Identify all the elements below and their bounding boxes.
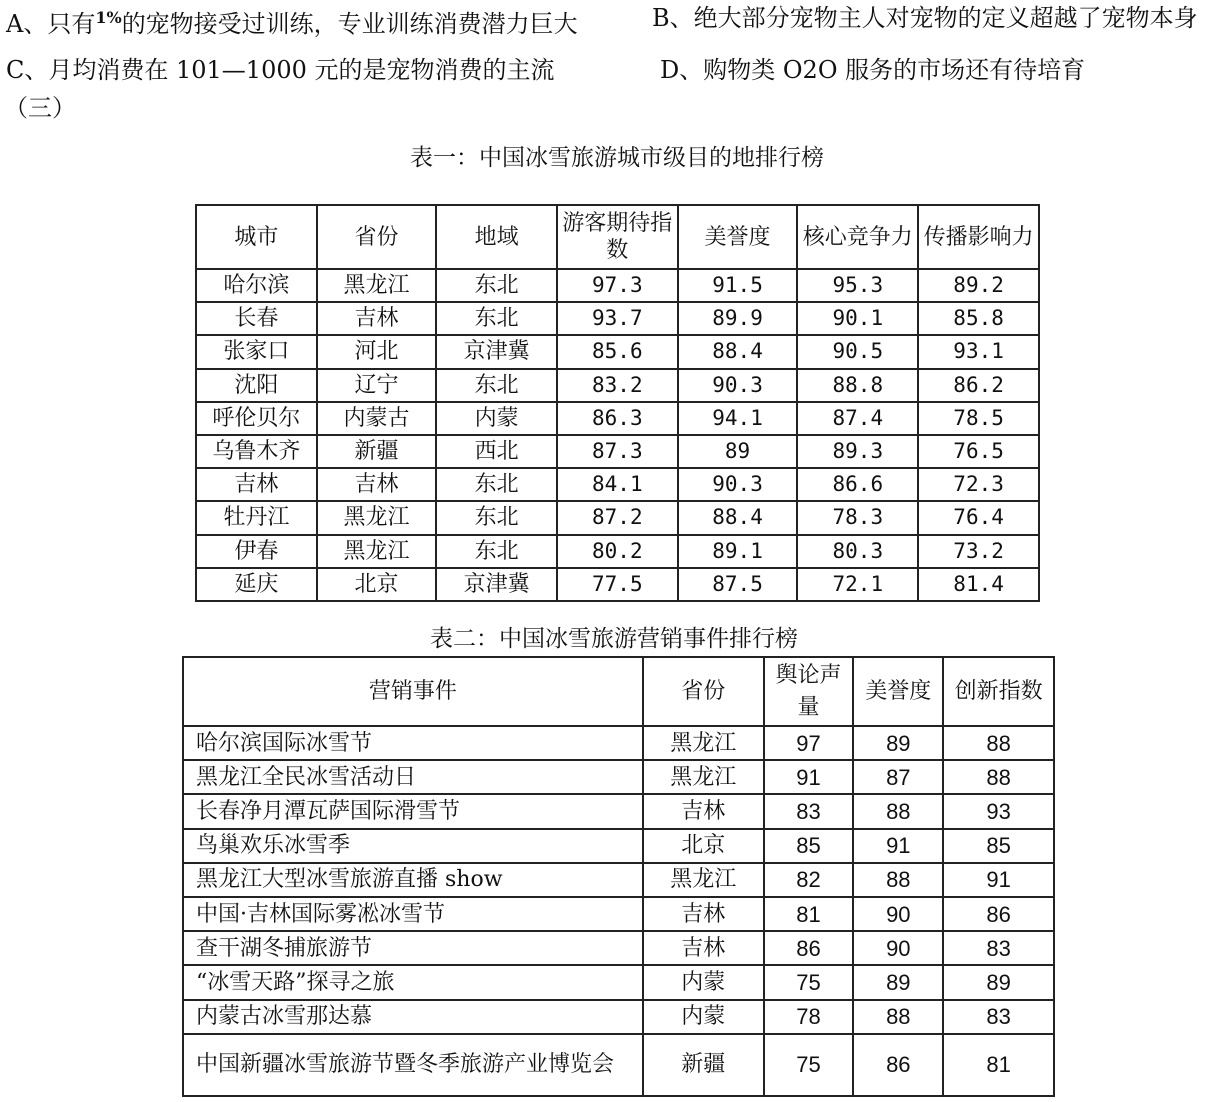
table-cell: 85.8 — [918, 302, 1039, 335]
table-cell: 中国新疆冰雪旅游节暨冬季旅游产业博览会 — [183, 1034, 643, 1096]
table-cell: 89 — [678, 435, 798, 468]
table-cell: 吉林 — [317, 302, 437, 335]
table-row — [183, 760, 1054, 794]
table-cell: 辽宁 — [317, 369, 437, 402]
table-row — [196, 302, 1039, 335]
table-cell: 牡丹江 — [196, 501, 317, 534]
table-cell: 伊春 — [196, 535, 317, 568]
table-cell: 新疆 — [643, 1034, 764, 1096]
table-cell: 哈尔滨国际冰雪节 — [183, 726, 643, 760]
table-row — [196, 568, 1039, 601]
table-cell: 88 — [853, 1000, 943, 1034]
table-cell: 90 — [853, 897, 943, 931]
table-cell: 84.1 — [557, 468, 678, 501]
table-cell: 内蒙 — [436, 402, 557, 435]
table-cell: 京津冀 — [436, 568, 557, 601]
table1-header-cell: 省份 — [317, 205, 437, 269]
table-cell: 83 — [943, 1000, 1054, 1034]
table-cell: 90 — [853, 931, 943, 965]
table-cell: 东北 — [436, 501, 557, 534]
table-cell: 89.1 — [678, 535, 798, 568]
table-cell: 黑龙江 — [317, 501, 437, 534]
table-cell: 93 — [943, 794, 1054, 828]
table-cell: 89.2 — [918, 269, 1039, 302]
table-cell: 新疆 — [317, 435, 437, 468]
table-cell: 88 — [853, 863, 943, 897]
table-cell: 88.4 — [678, 335, 798, 368]
table-cell: 88 — [853, 794, 943, 828]
table-row — [183, 829, 1054, 863]
table-cell: 河北 — [317, 335, 437, 368]
table-cell: 86.6 — [797, 468, 918, 501]
table-cell: 北京 — [643, 829, 764, 863]
table2-header-cell: 创新指数 — [943, 657, 1054, 726]
table-cell: 91.5 — [678, 269, 798, 302]
table-cell: 黑龙江 — [643, 726, 764, 760]
table-cell: 97 — [764, 726, 854, 760]
table-row — [196, 501, 1039, 534]
table-cell: 83.2 — [557, 369, 678, 402]
table1-header-cell: 游客期待指数 — [557, 205, 678, 269]
table-cell: 93.7 — [557, 302, 678, 335]
table-cell: 86 — [853, 1034, 943, 1096]
table-cell: 黑龙江 — [317, 269, 437, 302]
table-cell: 93.1 — [918, 335, 1039, 368]
table-cell: 90.3 — [678, 369, 798, 402]
table1-header-cell: 城市 — [196, 205, 317, 269]
table-cell: 87.3 — [557, 435, 678, 468]
option-a: A、只有$^{1\%}$的宠物接受过训练，专业训练消费潜力巨大 — [6, 8, 578, 38]
table-row — [183, 1000, 1054, 1034]
table-cell: 东北 — [436, 468, 557, 501]
table-cell: 西北 — [436, 435, 557, 468]
table-row — [196, 435, 1039, 468]
table-cell: 86.2 — [918, 369, 1039, 402]
table-cell: 94.1 — [678, 402, 798, 435]
table-cell: 86 — [943, 897, 1054, 931]
table-cell: 88 — [943, 760, 1054, 794]
table-cell: 90.5 — [797, 335, 918, 368]
table-cell: 80.2 — [557, 535, 678, 568]
table2-header-cell: 营销事件 — [183, 657, 643, 726]
table-cell: 东北 — [436, 302, 557, 335]
table-cell: 78.5 — [918, 402, 1039, 435]
table-row — [196, 335, 1039, 368]
table-cell: 75 — [764, 1034, 854, 1096]
option-d: D、购物类 O2O 服务的市场还有待培育 — [660, 56, 1086, 84]
option-c: C、月均消费在 101—1000 元的是宠物消费的主流 — [6, 56, 555, 84]
table-cell: 东北 — [436, 269, 557, 302]
table-cell: 72.3 — [918, 468, 1039, 501]
table1 — [195, 204, 1040, 602]
table-cell: 乌鲁木齐 — [196, 435, 317, 468]
table1-caption: 表一：中国冰雪旅游城市级目的地排行榜 — [410, 145, 824, 171]
table1-header-cell: 美誉度 — [678, 205, 798, 269]
table-cell: 东北 — [436, 369, 557, 402]
table-cell: 黑龙江大型冰雪旅游直播 show — [183, 863, 643, 897]
table-cell: 97.3 — [557, 269, 678, 302]
table-cell: 87 — [853, 760, 943, 794]
table2-header-cell: 美誉度 — [853, 657, 943, 726]
table1-header-cell: 传播影响力 — [918, 205, 1039, 269]
table-cell: 呼伦贝尔 — [196, 402, 317, 435]
table-cell: 91 — [764, 760, 854, 794]
table-cell: 81.4 — [918, 568, 1039, 601]
table-row — [183, 726, 1054, 760]
table1-header-row — [196, 205, 1039, 269]
table-cell: 75 — [764, 965, 854, 999]
table-cell: 吉林 — [643, 794, 764, 828]
table-cell: 内蒙古冰雪那达慕 — [183, 1000, 643, 1034]
table-cell: 77.5 — [557, 568, 678, 601]
table-row — [183, 897, 1054, 931]
table-cell: 83 — [764, 794, 854, 828]
table-cell: 90.3 — [678, 468, 798, 501]
table-row — [183, 965, 1054, 999]
table-cell: 89 — [943, 965, 1054, 999]
table-cell: 86 — [764, 931, 854, 965]
table-cell: 85.6 — [557, 335, 678, 368]
table-cell: 88.4 — [678, 501, 798, 534]
table-cell: 长春 — [196, 302, 317, 335]
table-row — [196, 369, 1039, 402]
table-cell: 查干湖冬捕旅游节 — [183, 931, 643, 965]
table-row — [196, 468, 1039, 501]
table-cell: 内蒙 — [643, 1000, 764, 1034]
section-label: （三） — [4, 94, 76, 122]
table-cell: 87.4 — [797, 402, 918, 435]
table-cell: 哈尔滨 — [196, 269, 317, 302]
table-cell: 内蒙 — [643, 965, 764, 999]
table-cell: 黑龙江 — [643, 863, 764, 897]
table-cell: 北京 — [317, 568, 437, 601]
table-row — [196, 535, 1039, 568]
table-cell: 张家口 — [196, 335, 317, 368]
table-cell: 沈阳 — [196, 369, 317, 402]
table-cell: 吉林 — [643, 897, 764, 931]
table-cell: 76.5 — [918, 435, 1039, 468]
table-cell: 85 — [764, 829, 854, 863]
table-row — [196, 269, 1039, 302]
table-cell: 中国·吉林国际雾凇冰雪节 — [183, 897, 643, 931]
table-cell: “冰雪天路”探寻之旅 — [183, 965, 643, 999]
table-cell: 吉林 — [643, 931, 764, 965]
table-cell: 黑龙江 — [643, 760, 764, 794]
table-cell: 91 — [853, 829, 943, 863]
table1-header-cell: 地域 — [436, 205, 557, 269]
table-cell: 延庆 — [196, 568, 317, 601]
table-cell: 86.3 — [557, 402, 678, 435]
table-cell: 72.1 — [797, 568, 918, 601]
table-cell: 85 — [943, 829, 1054, 863]
table-cell: 80.3 — [797, 535, 918, 568]
table-cell: 91 — [943, 863, 1054, 897]
table2 — [182, 656, 1055, 1097]
table-cell: 内蒙古 — [317, 402, 437, 435]
table-cell: 83 — [943, 931, 1054, 965]
table-cell: 90.1 — [797, 302, 918, 335]
table-cell: 88 — [943, 726, 1054, 760]
table2-caption: 表二：中国冰雪旅游营销事件排行榜 — [430, 626, 798, 652]
table-cell: 78 — [764, 1000, 854, 1034]
table-cell: 89 — [853, 965, 943, 999]
table1-header-cell: 核心竞争力 — [797, 205, 918, 269]
table-cell: 吉林 — [196, 468, 317, 501]
table-cell: 95.3 — [797, 269, 918, 302]
table-cell: 鸟巢欢乐冰雪季 — [183, 829, 643, 863]
table-cell: 黑龙江 — [317, 535, 437, 568]
table-row — [183, 863, 1054, 897]
table-row — [183, 1034, 1054, 1096]
table-row — [183, 794, 1054, 828]
table-cell: 73.2 — [918, 535, 1039, 568]
table2-header-cell: 舆论声量 — [764, 657, 854, 726]
table-cell: 78.3 — [797, 501, 918, 534]
table-cell: 87.2 — [557, 501, 678, 534]
table-cell: 89.3 — [797, 435, 918, 468]
table-cell: 81 — [764, 897, 854, 931]
table-cell: 81 — [943, 1034, 1054, 1096]
table-cell: 87.5 — [678, 568, 798, 601]
table-cell: 吉林 — [317, 468, 437, 501]
table-row — [196, 402, 1039, 435]
table-cell: 长春净月潭瓦萨国际滑雪节 — [183, 794, 643, 828]
table-cell: 京津冀 — [436, 335, 557, 368]
table-cell: 82 — [764, 863, 854, 897]
table2-header-cell: 省份 — [643, 657, 764, 726]
table-cell: 黑龙江全民冰雪活动日 — [183, 760, 643, 794]
table-cell: 76.4 — [918, 501, 1039, 534]
table-cell: 89.9 — [678, 302, 798, 335]
table-row — [183, 931, 1054, 965]
table-cell: 东北 — [436, 535, 557, 568]
table2-header-row — [183, 657, 1054, 726]
table-cell: 89 — [853, 726, 943, 760]
table-cell: 88.8 — [797, 369, 918, 402]
option-b: B、绝大部分宠物主人对宠物的定义超越了宠物本身 — [652, 4, 1198, 32]
